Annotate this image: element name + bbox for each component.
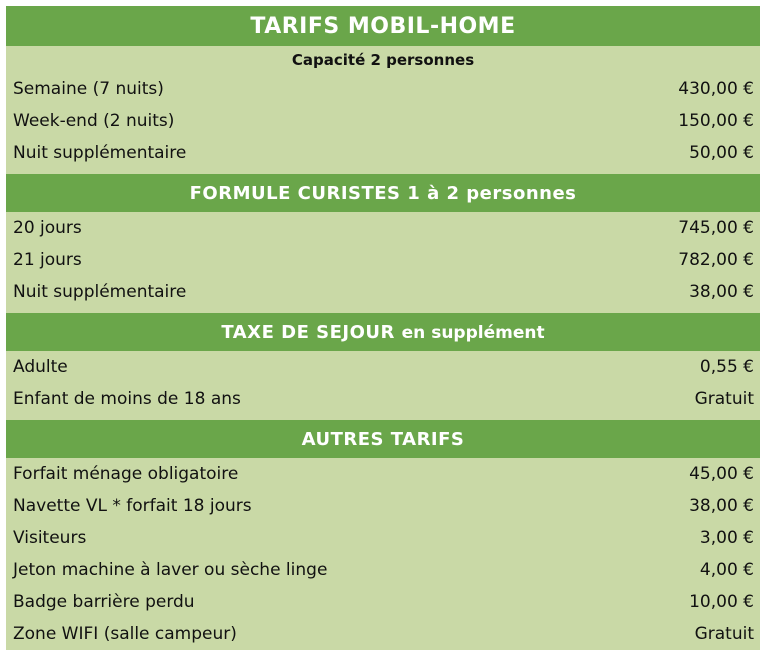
row-label: Semaine (7 nuits): [13, 79, 164, 99]
table-row: [6, 244, 760, 276]
section-header-autres: [6, 420, 760, 458]
page-title: TARIFS MOBIL-HOME: [250, 13, 516, 39]
row-label: Week-end (2 nuits): [13, 111, 175, 131]
tariff-sheet: [6, 6, 760, 650]
row-price: 38,00 €: [689, 496, 754, 516]
row-label: Enfant de moins de 18 ans: [13, 389, 241, 409]
table-row: [6, 73, 760, 105]
table-row: [6, 212, 760, 244]
capacity-subtitle: [6, 46, 760, 73]
row-label: Nuit supplémentaire: [13, 143, 187, 163]
section-title: FORMULE CURISTES 1 à 2 personnes: [189, 182, 577, 204]
row-price: Gratuit: [694, 389, 754, 409]
table-row: [6, 586, 760, 618]
table-row: [6, 137, 760, 169]
row-label: Visiteurs: [13, 528, 87, 548]
row-label: Nuit supplémentaire: [13, 282, 187, 302]
row-price: 0,55 €: [699, 357, 754, 377]
row-price: 10,00 €: [689, 592, 754, 612]
row-label: Zone WIFI (salle campeur): [13, 624, 237, 644]
table-row: [6, 276, 760, 308]
table-row: [6, 490, 760, 522]
row-price: 430,00 €: [678, 79, 754, 99]
row-price: Gratuit: [694, 624, 754, 644]
row-price: 45,00 €: [689, 464, 754, 484]
row-price: 150,00 €: [678, 111, 754, 131]
table-row: [6, 522, 760, 554]
row-label: Navette VL * forfait 18 jours: [13, 496, 252, 516]
row-price: 3,00 €: [699, 528, 754, 548]
section-title: [221, 322, 544, 343]
row-label: Badge barrière perdu: [13, 592, 195, 612]
section-header-curistes: [6, 174, 760, 212]
section-header-taxe: [6, 313, 760, 351]
table-row: [6, 554, 760, 586]
table-row: [6, 383, 760, 415]
row-price: 782,00 €: [678, 250, 754, 270]
table-row: [6, 351, 760, 383]
section-title: AUTRES TARIFS: [301, 428, 465, 450]
row-price: 4,00 €: [699, 560, 754, 580]
row-price: 50,00 €: [689, 143, 754, 163]
section-title-suffix: en supplément: [401, 322, 545, 343]
row-label: Adulte: [13, 357, 68, 377]
capacity-label: Capacité 2 personnes: [291, 50, 475, 69]
row-label: Forfait ménage obligatoire: [13, 464, 239, 484]
table-row: [6, 458, 760, 490]
row-label: Jeton machine à laver ou sèche linge: [13, 560, 328, 580]
row-label: 20 jours: [13, 218, 82, 238]
section-title-main: TAXE DE SEJOUR: [221, 321, 395, 343]
table-row: [6, 618, 760, 650]
row-price: 745,00 €: [678, 218, 754, 238]
row-label: 21 jours: [13, 250, 82, 270]
table-row: [6, 105, 760, 137]
row-price: 38,00 €: [689, 282, 754, 302]
page-title-bar: [6, 6, 760, 46]
